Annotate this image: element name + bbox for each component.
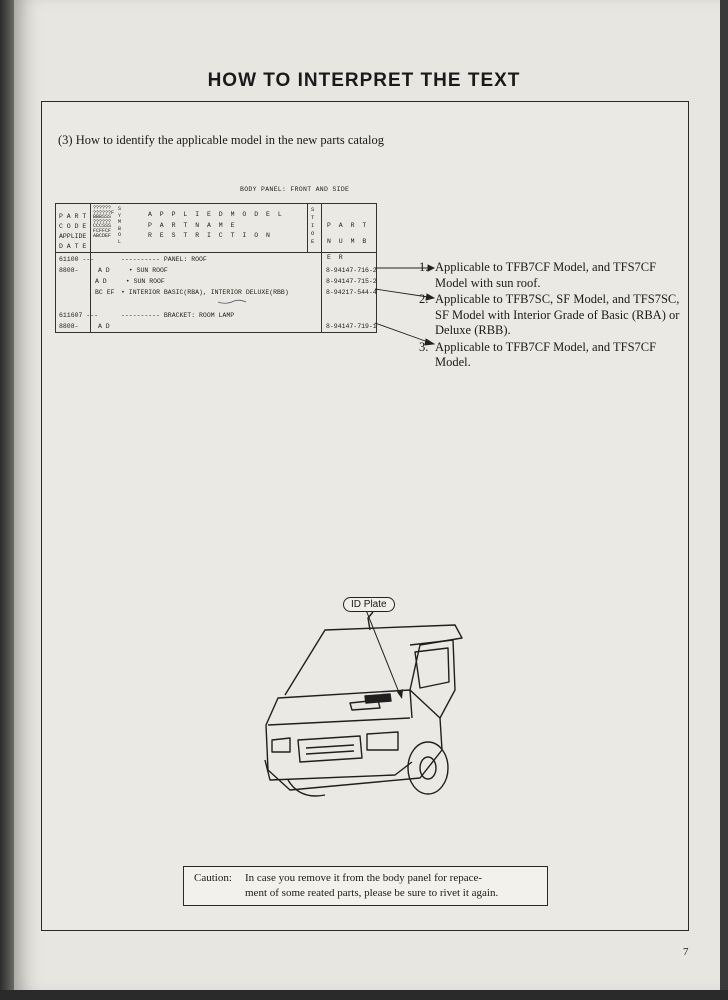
page-number: 7 [683,946,689,958]
section-heading: (3) How to identify the applicable model in the new parts catalog [58,133,384,147]
diagram-caption: BODY PANEL: FRONT AND SIDE [240,186,350,193]
table-row: 8808- A D • SUN ROOF [59,267,168,274]
note-item: 3. Applicable to TFB7CF Model, and TFS7CF Model. [419,339,657,369]
id-plate-label: ID Plate [343,597,395,612]
header-part-number: P A R T N U M B E R [327,222,369,261]
table-row: 8808- A D [59,323,110,330]
caution-box [183,866,548,906]
table-row: 611607 --- ---------- BRACKET: ROOM LAMP [59,312,235,319]
part-number: 8-94147-719-1 [326,323,377,330]
note-item: 1. Applicable to TFB7CF Model, and TFS7CF Model with sun roof. [419,260,657,290]
header-stioe: S T I O E [311,206,315,245]
part-number: 8-94217-544-4 [326,289,377,296]
caution-label: Caution: [194,872,232,884]
part-number: 8-94147-715-2 [326,278,377,285]
header-applied-model: A P P L I E D M O D E L P A R T N A M E R E S T R I C T I O N [148,211,284,239]
caution-text-line2: ment of some reated parts, please be sure to rivet it again. [245,887,499,899]
header-model-codes: ?????? ??????F BBBSSS ?????? CCCSSS FCFFCF ABCDEF [93,205,115,239]
applicability-notes [419,260,681,372]
caution-text-line1: In case you remove it from the body panel for repace- [245,872,483,884]
header-part-code: P A R T C O D E APPLIDE D A T E [59,213,87,250]
table-row: 61100 --- ---------- PANEL: ROOF [59,256,207,263]
note-item: 2. Applicable to TFB7SC, SF Model, and TFS7SC, SF Model with Interior Grade of Basic (RBA) or Deluxe (RBB). [419,292,680,337]
part-number: 8-94147-716-2 [326,267,377,274]
header-symbol: S Y M B O L [118,206,122,245]
page-title: HOW TO INTERPRET THE TEXT [207,70,521,91]
truck-illustration [250,600,470,820]
catalog-sample-table: P A R T C O D E APPLIDE D A T E ?????? ??????F BBBSSS ?????? CCCSSS FCFFCF ABCDEF S Y M B O L A P P L I E D M O D E L P A R T N A M E R E S T R I C T I O N S T I O E P A R T N U M B E R 61100 --- ---------- PANEL: ROOF 8808- A D • SUN ROOF 8-94147-716-2 A D • SUN ROOF 8-94147-715-2 BC EF • INTERIOR BASIC(RBA), INTERIOR DELUXE(RBB) 8-94217-544-4 611607 --- ---------- BRACKET: ROOM LAMP 8808- A D 8-94147-719-1 [55,203,377,333]
